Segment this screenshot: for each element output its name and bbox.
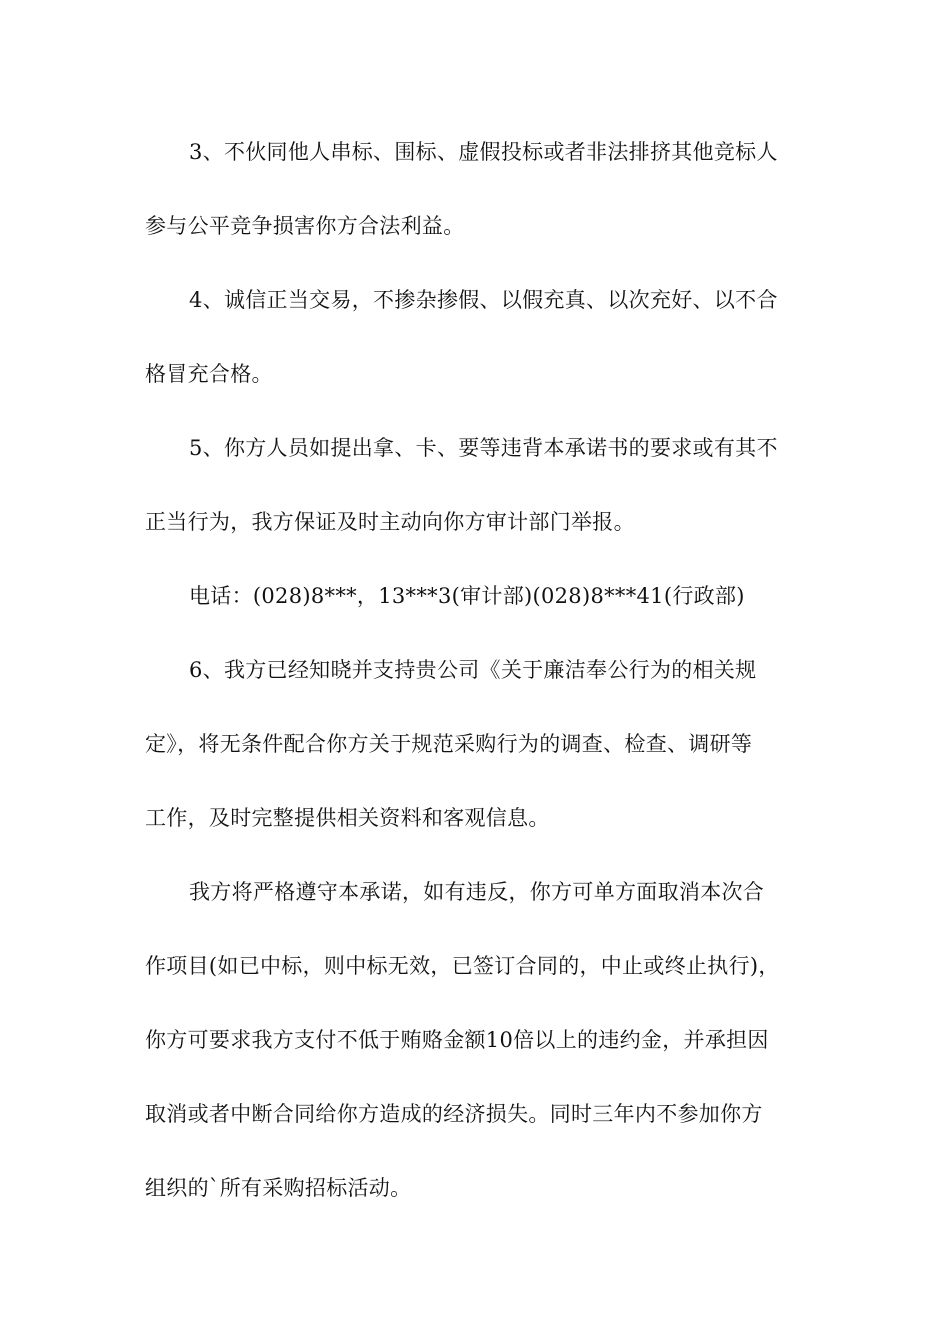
closing-line-5: 组织的`所有采购招标活动。 — [145, 1176, 412, 1200]
paragraph-6-line-3: 工作，及时完整提供相关资料和客观信息。 — [145, 806, 550, 830]
paragraph-3-line-2: 参与公平竞争损害你方合法利益。 — [145, 214, 465, 238]
closing-line-4: 取消或者中断合同给你方造成的经济损失。同时三年内不参加你方 — [145, 1102, 763, 1126]
paragraph-3-line-1: 3、不伙同他人串标、围标、虚假投标或者非法排挤其他竞标人 — [189, 140, 778, 164]
closing-line-1: 我方将严格遵守本承诺，如有违反，你方可单方面取消本次合 — [189, 880, 765, 904]
closing-line-3: 你方可要求我方支付不低于贿赂金额10倍以上的违约金，并承担因 — [145, 1028, 769, 1052]
paragraph-5-line-2: 正当行为，我方保证及时主动向你方审计部门举报。 — [145, 510, 635, 534]
paragraph-6-line-1: 6、我方已经知晓并支持贵公司《关于廉洁奉公行为的相关规 — [189, 658, 757, 682]
closing-line-2: 作项目(如已中标，则中标无效，已签订合同的，中止或终止执行)， — [145, 954, 780, 978]
paragraph-5-line-1: 5、你方人员如提出拿、卡、要等违背本承诺书的要求或有其不 — [189, 436, 778, 460]
paragraph-6-line-2: 定》，将无条件配合你方关于规范采购行为的调查、检查、调研等 — [145, 732, 753, 756]
paragraph-4-line-1: 4、诚信正当交易，不掺杂掺假、以假充真、以次充好、以不合 — [189, 288, 778, 312]
phone-line: 电话：(028)8***，13***3(审计部)(028)8***41(行政部) — [189, 584, 745, 608]
paragraph-4-line-2: 格冒充合格。 — [145, 362, 273, 386]
